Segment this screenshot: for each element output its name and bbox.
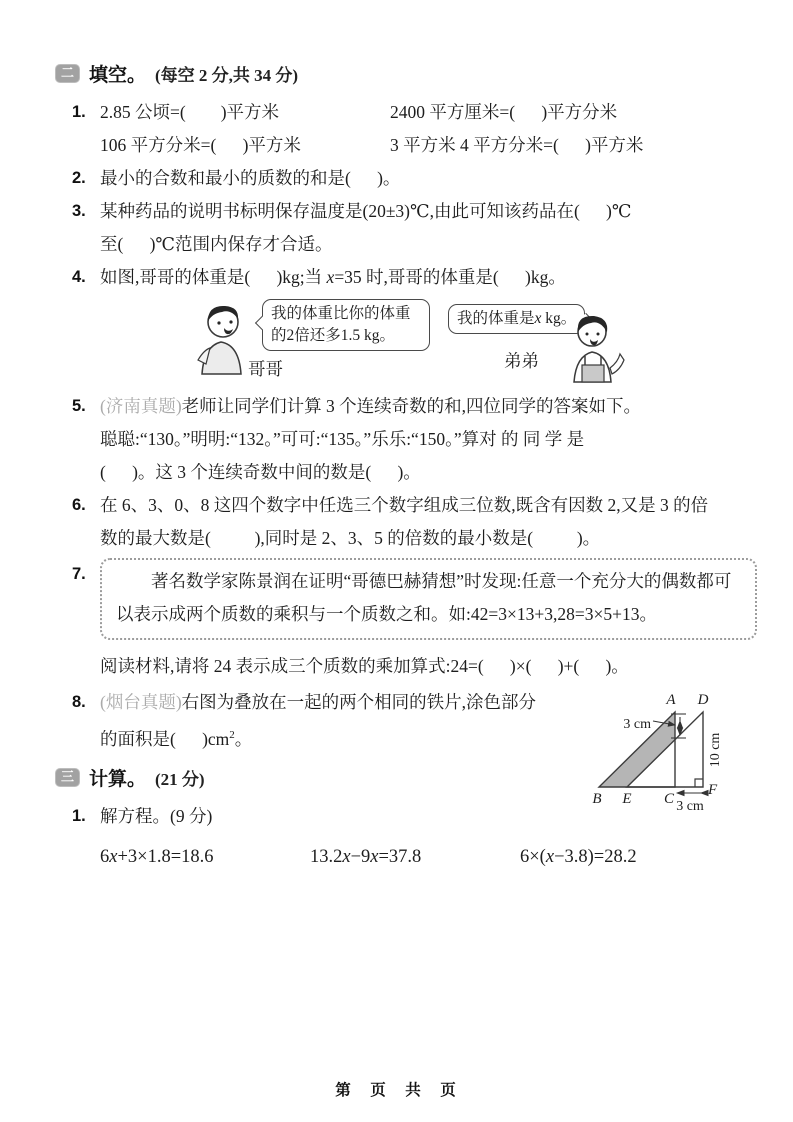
question-3-line-1: 某种药品的说明书标明保存温度是(20±3)℃,由此可知该药品在( )℃ <box>100 201 632 221</box>
question-6-line-1: 在 6、3、0、8 这四个数字中任选三个数字组成三位数,既含有因数 2,又是 3 的倍 <box>100 495 709 515</box>
question-2 <box>72 162 757 195</box>
question-1 <box>72 96 757 162</box>
worksheet-content <box>55 60 757 868</box>
dim-top-label: 3 cm <box>623 717 651 732</box>
dim-right-label: 10 cm <box>708 732 723 768</box>
question-4 <box>72 261 757 294</box>
overlapping-triangles-figure <box>591 690 766 818</box>
question-8-number: 8. <box>72 693 86 711</box>
question-8-line-2 <box>100 719 600 756</box>
question-5 <box>72 390 757 489</box>
speech-bubble-older <box>262 299 430 351</box>
vertex-label-c: C <box>663 791 675 807</box>
right-angle-mark <box>695 779 703 787</box>
question-2-number: 2. <box>72 169 86 187</box>
speech-bubble-older-tail <box>254 316 268 330</box>
question-7-task: 阅读材料,请将 24 表示成三个质数的乘加算式:24=( )×( )+( )。 <box>100 656 629 676</box>
question-8-superscript: 2 <box>229 729 235 741</box>
question-6 <box>72 489 757 555</box>
older-brother-eye <box>229 320 232 323</box>
younger-brother-overalls <box>582 365 604 382</box>
younger-brother-raised-hand <box>610 354 624 374</box>
question-6-line-2: 数的最大数是( ),同时是 2、3、5 的倍数的最小数是( )。 <box>100 528 601 548</box>
question-5-line-2: 聪聪:“130。”明明:“132。”可可:“135。”乐乐:“150。”算对 的 同 学 是 <box>100 429 585 449</box>
older-brother-label: 哥哥 <box>248 359 283 379</box>
question-7-number: 7. <box>72 565 86 583</box>
page-footer: 第 页 共 页 <box>335 1082 458 1099</box>
reading-material-box <box>100 558 757 640</box>
equations-row <box>100 847 757 868</box>
question-5-line-3: ( )。这 3 个连续奇数中间的数是( )。 <box>100 462 421 482</box>
vertex-label-f: F <box>708 782 718 798</box>
question-3-line-2: 至( )℃范围内保存才合适。 <box>100 234 333 254</box>
equation-3: 6×(x−3.8)=28.2 <box>520 846 637 867</box>
question-4-number: 4. <box>72 268 86 286</box>
calc-subsection-1-number: 1. <box>72 806 86 825</box>
question-1-number: 1. <box>72 103 86 121</box>
younger-brother-drawing <box>562 310 626 384</box>
section-fill-score: (每空 2 分,共 34 分) <box>155 66 299 85</box>
section-calc-title: 计算。 <box>89 768 147 790</box>
question-8-source-tag: (烟台真题) <box>100 692 182 712</box>
question-3 <box>72 195 757 261</box>
question-5-line-1 <box>100 390 757 423</box>
question-2-text: 最小的合数和最小的质数的和是( )。 <box>100 168 401 188</box>
question-1-line-2 <box>100 129 757 162</box>
question-7 <box>72 558 757 686</box>
dim-bottom-label: 3 cm <box>676 799 704 814</box>
vertex-label-b: B <box>592 791 602 807</box>
section-three-icon: 三 <box>55 768 80 787</box>
older-brother-drawing <box>188 298 254 376</box>
question-8-line-1 <box>100 686 600 719</box>
vertex-label-a: A <box>666 692 676 708</box>
section-fill-header <box>55 60 757 87</box>
question-4-text: 如图,哥哥的体重是( )kg;当 x=35 时,哥哥的体重是( )kg。 <box>100 267 566 287</box>
calc-subsection-1-title: 解方程。(9 分) <box>100 805 213 826</box>
q1-unit-conversion-1: 2.85 公顷=( )平方米 <box>100 102 280 122</box>
question-8-text-1: 右图为叠放在一起的两个相同的铁片,涂色部分 <box>181 692 537 712</box>
equation-1: 6x+3×1.8=18.6 <box>100 846 214 867</box>
question-5-number: 5. <box>72 397 86 415</box>
equation-2: 13.2x−9x=37.8 <box>310 846 422 867</box>
section-two-icon: 二 <box>55 64 80 83</box>
brothers-illustration <box>100 296 757 388</box>
speech-bubble-older-text: 我的体重比你的体重的2倍还多1.5 kg。 <box>271 305 411 344</box>
question-5-source-tag: (济南真题) <box>100 396 182 416</box>
older-brother-eye <box>217 321 220 324</box>
vertex-label-e: E <box>622 791 632 807</box>
younger-brother-eye <box>586 333 589 336</box>
section-fill-title: 填空。 <box>89 65 147 86</box>
reading-material-text: 著名数学家陈景润在证明“哥德巴赫猜想”时发现:任意一个充分大的偶数都可以表示成两个质数的乘积与一个质数之和。如:42=3×13+3,28=3×5+13。 <box>116 571 732 624</box>
vertex-label-d: D <box>697 692 709 708</box>
q1-unit-conversion-4: 3 平方米 4 平方分米=( )平方米 <box>390 135 644 155</box>
section-calc-score: (21 分) <box>155 769 205 789</box>
question-8-text-3: 。 <box>234 728 253 749</box>
question-5-text-1: 老师让同学们计算 3 个连续奇数的和,四位同学的答案如下。 <box>181 396 642 416</box>
speech-bubble-younger-text: 我的体重是x kg。 <box>457 310 577 327</box>
question-1-line-1 <box>100 96 757 129</box>
q1-unit-conversion-2: 2400 平方厘米=( )平方分米 <box>390 102 618 122</box>
question-6-number: 6. <box>72 496 86 514</box>
younger-brother-eye <box>597 333 600 336</box>
younger-brother-label: 弟弟 <box>504 351 539 371</box>
q1-unit-conversion-3: 106 平方分米=( )平方米 <box>100 135 301 155</box>
question-3-number: 3. <box>72 202 86 220</box>
question-8-text-2: 的面积是( )cm <box>100 728 230 749</box>
